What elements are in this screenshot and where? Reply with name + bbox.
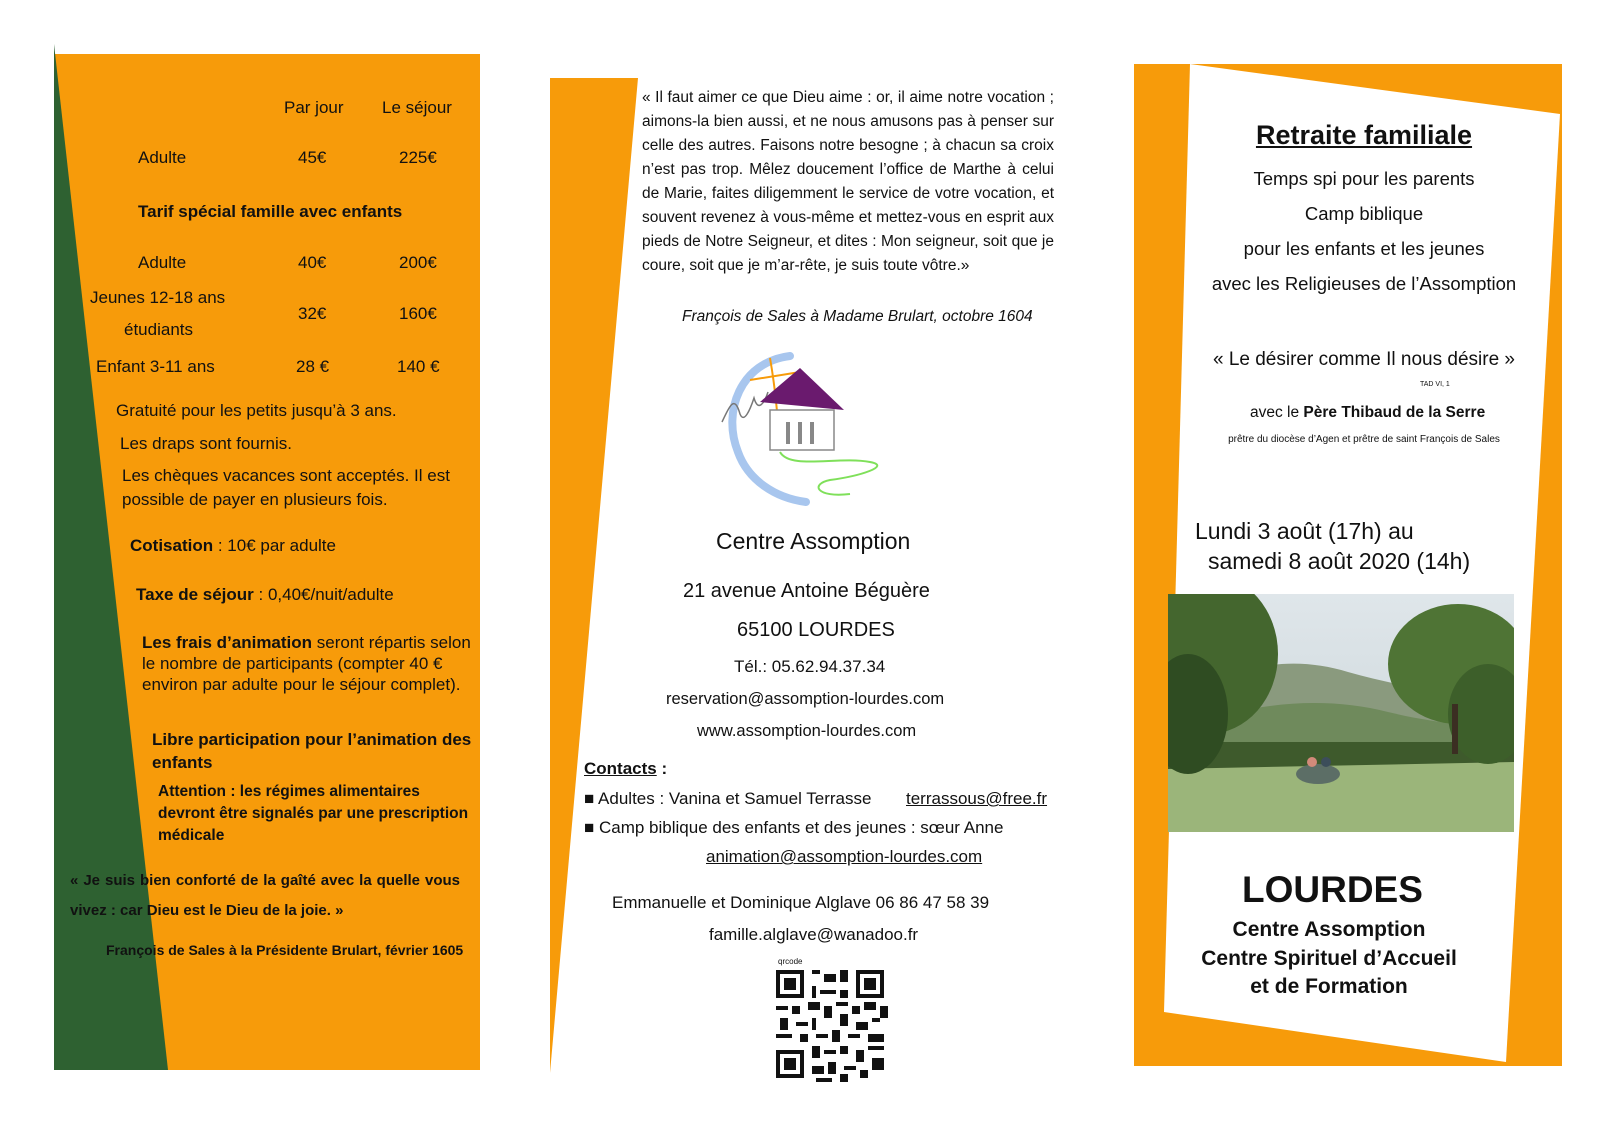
address-line-1: 21 avenue Antoine Béguère <box>683 580 930 602</box>
city-name: LOURDES <box>1242 869 1423 910</box>
speaker-description: prêtre du diocèse d’Agen et prêtre de saint François de Sales <box>1228 434 1500 445</box>
price-row-label: Enfant 3-11 ans <box>96 357 215 376</box>
dates-line-2: samedi 8 août 2020 (14h) <box>1208 548 1471 574</box>
center-name: Centre Assomption <box>716 528 911 554</box>
theme-reference: TAD VI, 1 <box>1420 381 1450 388</box>
libre-participation: Libre participation pour l’animation des enfants <box>152 730 472 772</box>
reservation-email[interactable]: reservation@assomption-lourdes.com <box>666 690 945 708</box>
contact-adults-email[interactable]: terrassous@free.fr <box>906 789 1048 808</box>
price-row-day: 40€ <box>298 253 327 272</box>
theme-quote: « Le désirer comme Il nous désire » <box>1212 349 1516 370</box>
price-row-stay: 140 € <box>397 357 440 376</box>
price-row-label: Adulte <box>138 253 187 272</box>
dates-line-1: Lundi 3 août (17h) au <box>1195 518 1414 544</box>
contact-adults: ■ Adultes : Vanina et Samuel Terrasse <box>584 789 872 808</box>
website-link[interactable]: www.assomption-lourdes.com <box>697 722 917 740</box>
middle-quote-source: François de Sales à Madame Brulart, octobre 1604 <box>682 308 1033 325</box>
price-row-day: 32€ <box>298 304 327 323</box>
place-line-3: et de Formation <box>1250 975 1408 998</box>
attention-note: Attention : les régimes alimentaires devront être signalés par une prescription médicale <box>158 783 469 844</box>
price-row-label-2: étudiants <box>124 320 193 339</box>
contact-camp-email[interactable]: animation@assomption-lourdes.com <box>706 847 983 866</box>
price-row-label: Jeunes 12-18 ans <box>90 288 226 307</box>
price-row-stay: 225€ <box>399 148 437 167</box>
middle-quote: « Il faut aimer ce que Dieu aime : or, il aime notre vocation ; aimons-la bien aussi, et ne nous amusons pas à penser sur celle des autres. Faisons notre besogne ; à chacun sa croix n’est pas trop. Mêlez doucement l’office de Marthe à celui de Marie, faites diligemment le service de votre vocation, et souvent revenez à vous-même et mettez-vous en esprit aux pieds de Notre Seigneur, et dites : Mon seigneur, soit que je coure, soit que je m’ar-rête, je suis toute vôtre.» <box>642 89 1054 274</box>
retreat-title: Retraite familiale <box>1255 120 1473 150</box>
contact-alglave-email[interactable]: famille.alglave@wanadoo.fr <box>709 925 919 944</box>
contacts-title-text: Contacts <box>584 759 657 778</box>
frais-label: Les frais d’animation <box>142 633 313 652</box>
qr-label: qrcode <box>778 957 803 966</box>
subtitle-line-1: Temps spi pour les parents <box>1253 168 1475 189</box>
frais-value: seront répartis selon le nombre de participants (compter 40 € environ par adulte pour le séjour complet). <box>142 633 471 694</box>
subtitle-line-3: pour les enfants et les jeunes <box>1243 238 1485 259</box>
place-line-2: Centre Spirituel d’Accueil <box>1201 947 1457 970</box>
speaker-prefix: avec le <box>1250 404 1304 421</box>
taxe-value: : 0,40€/nuit/adulte <box>253 585 394 604</box>
left-quote-source: François de Sales à la Présidente Brulart, février 1605 <box>106 942 464 958</box>
price-row-day: 45€ <box>298 148 327 167</box>
phone: Tél.: 05.62.94.37.34 <box>734 657 886 676</box>
subtitle-line-4: avec les Religieuses de l’Assomption <box>1211 273 1517 294</box>
cheques-note: Les chèques vacances sont acceptés. Il est possible de payer en plusieurs fois. <box>122 466 450 509</box>
price-row-label: Adulte <box>138 148 187 167</box>
address-line-2: 65100 LOURDES <box>737 619 895 641</box>
cotisation-label: Cotisation <box>130 536 214 555</box>
header-par-jour: Par jour <box>284 98 344 117</box>
free-small-children: Gratuité pour les petits jusqu’à 3 ans. <box>116 401 397 420</box>
sheets-note: Les draps sont fournis. <box>120 434 292 453</box>
left-quote: « Je suis bien conforté de la gaîté avec la quelle vous vivez : car Dieu est le Dieu de la joie. » <box>70 872 460 919</box>
landscape-photo <box>1168 594 1514 832</box>
place-line-1: Centre Assomption <box>1232 918 1426 941</box>
speaker-line <box>1250 404 1485 422</box>
cotisation-value: : 10€ par adulte <box>213 536 336 555</box>
price-row-stay: 200€ <box>399 253 437 272</box>
header-le-sejour: Le séjour <box>382 98 452 117</box>
speaker-name: Père Thibaud de la Serre <box>1303 404 1486 421</box>
subtitle-line-2: Camp biblique <box>1304 203 1424 224</box>
price-row-day: 28 € <box>296 357 330 376</box>
price-row-stay: 160€ <box>399 304 437 323</box>
family-tariff-title: Tarif spécial famille avec enfants <box>138 202 403 221</box>
contacts-title-colon: : <box>656 759 668 778</box>
contact-camp: ■ Camp biblique des enfants et des jeunes : sœur Anne <box>584 818 1004 837</box>
contact-alglave: Emmanuelle et Dominique Alglave 06 86 47 58 39 <box>612 893 990 912</box>
taxe-label: Taxe de séjour <box>136 585 254 604</box>
